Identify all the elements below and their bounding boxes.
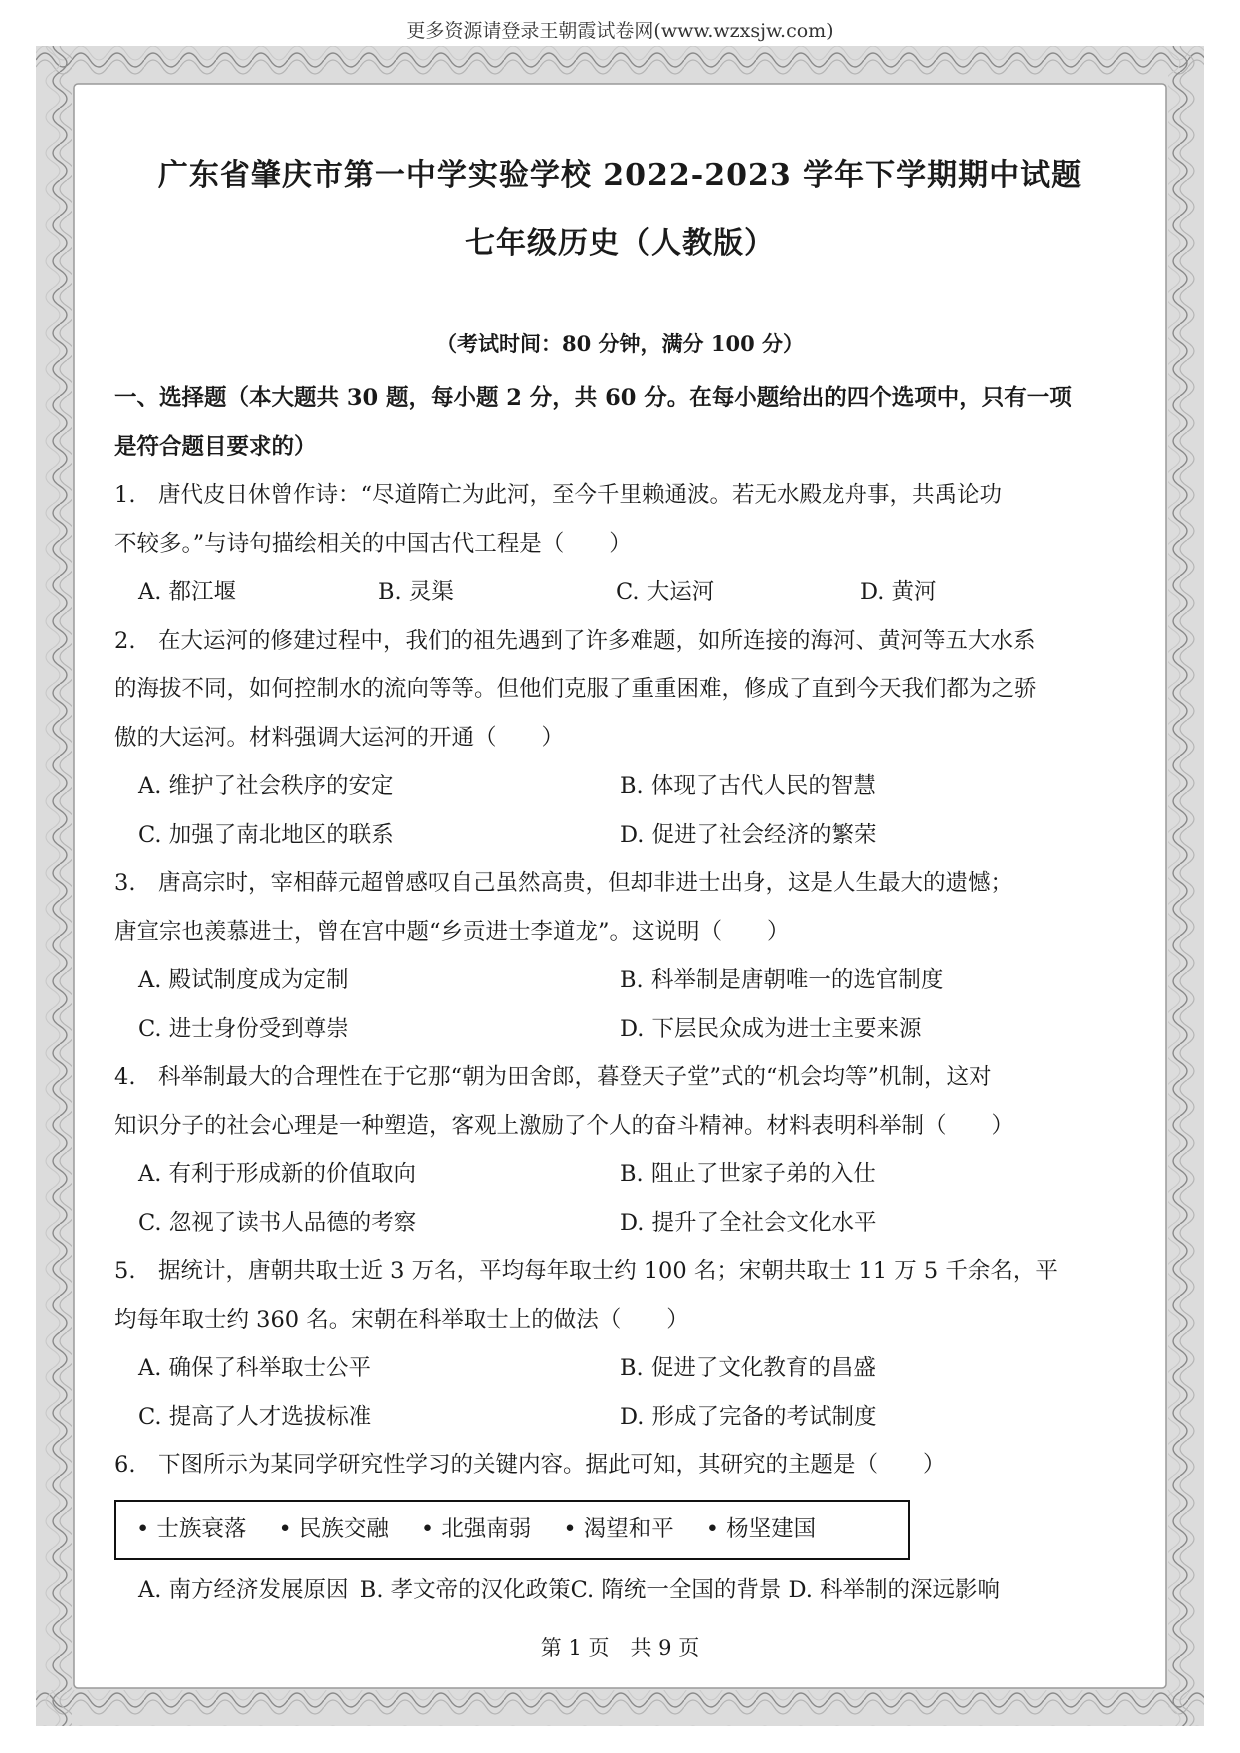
question-line: 5. 据统计，唐朝共取士近 3 万名，平均每年取士约 100 名；宋朝共取士 11 万 5 千余名，平 bbox=[114, 1258, 1058, 1284]
watermark: 更多资源请登录王朝霞试卷网(www.wzxsjw.com) bbox=[406, 20, 834, 42]
options bbox=[114, 762, 1129, 859]
option-a: A. 殿试制度成为定制 bbox=[138, 967, 349, 993]
question-line: 4. 科举制最大的合理性在于它那“朝为田舍郎，暮登天子堂”式的“机会均等”机制，这对 bbox=[114, 1064, 992, 1090]
question-5 bbox=[114, 1247, 1129, 1441]
option-b: B. 阻止了世家子弟的入仕 bbox=[620, 1161, 876, 1187]
options bbox=[114, 1344, 1129, 1441]
option-c: C. 忽视了读书人品德的考察 bbox=[138, 1209, 417, 1236]
question-line: 不较多。”与诗句描绘相关的中国古代工程是（ ） bbox=[114, 530, 632, 557]
keyword: • 北强南弱 bbox=[420, 1516, 532, 1543]
question-3 bbox=[114, 859, 1129, 1053]
keyword: • 民族交融 bbox=[278, 1516, 389, 1543]
question-line: 傲的大运河。材料强调大运河的开通（ ） bbox=[114, 724, 565, 751]
section-heading-line: 是符合题目要求的） bbox=[114, 433, 317, 460]
page-number: 第 1 页 共 9 页 bbox=[540, 1636, 700, 1660]
option-d: D. 黄河 bbox=[860, 579, 937, 605]
question-line: 1. 唐代皮日休曾作诗：“尽道隋亡为此河，至今千里赖通波。若无水殿龙舟事，共禹论功 bbox=[114, 482, 1002, 508]
keyword: • 士族衰落 bbox=[136, 1516, 247, 1543]
question-line: 均每年取士约 360 名。宋朝在科举取士上的做法（ ） bbox=[114, 1306, 689, 1333]
keyword: • 杨坚建国 bbox=[705, 1516, 817, 1543]
options bbox=[114, 1150, 1129, 1247]
option-b: B. 科举制是唐朝唯一的选官制度 bbox=[620, 967, 944, 993]
section-heading-line: 一、选择题（本大题共 30 题，每小题 2 分，共 60 分。在每小题给出的四个选项中，只有一项 bbox=[114, 385, 1072, 411]
question-line: 唐宣宗也羡慕进士，曾在宫中题“乡贡进士李道龙”。这说明（ ） bbox=[114, 918, 790, 945]
option-a: A. 有利于形成新的价值取向 bbox=[138, 1161, 417, 1187]
question-line: 知识分子的社会心理是一种塑造，客观上激励了个人的奋斗精神。材料表明科举制（ ） bbox=[114, 1112, 1015, 1139]
exam-info: （考试时间：80 分钟，满分 100 分） bbox=[436, 331, 804, 356]
question-2 bbox=[114, 617, 1129, 860]
option-d: D. 促进了社会经济的繁荣 bbox=[620, 821, 877, 848]
section-heading bbox=[114, 374, 1129, 471]
question-6 bbox=[114, 1441, 1129, 1614]
options: A. 南方经济发展原因 B. 孝文帝的汉化政策C. 隋统一全国的背景 D. 科举制的深远影响 bbox=[138, 1576, 1001, 1603]
option-c: C. 大运河 bbox=[616, 579, 715, 605]
option-d: D. 提升了全社会文化水平 bbox=[620, 1209, 877, 1236]
option-b: B. 体现了古代人民的智慧 bbox=[620, 773, 876, 799]
question-line: 2. 在大运河的修建过程中，我们的祖先遇到了许多难题，如所连接的海河、黄河等五大水系 bbox=[114, 627, 1036, 654]
options bbox=[114, 956, 1129, 1053]
option-d: D. 形成了完备的考试制度 bbox=[620, 1403, 877, 1430]
question-line: 3. 唐高宗时，宰相薛元超曾感叹自己虽然高贵，但却非进士出身，这是人生最大的遗憾； bbox=[114, 870, 1013, 896]
question-line: 的海拔不同，如何控制水的流向等等。但他们克服了重重困难，修成了直到今天我们都为之骄 bbox=[114, 676, 1037, 702]
option-c: C. 加强了南北地区的联系 bbox=[138, 821, 394, 848]
document-title: 广东省肇庆市第一中学实验学校 2022-2023 学年下学期期中试题 bbox=[157, 158, 1083, 193]
options bbox=[114, 568, 1129, 617]
option-a: A. 都江堰 bbox=[138, 579, 237, 605]
question-1 bbox=[114, 471, 1129, 617]
option-c: C. 提高了人才选拔标准 bbox=[138, 1403, 372, 1430]
keyword: • 渴望和平 bbox=[563, 1516, 674, 1543]
option-c: C. 进士身份受到尊崇 bbox=[138, 1015, 349, 1042]
option-b: B. 灵渠 bbox=[378, 579, 454, 605]
document-subtitle: 七年级历史（人教版） bbox=[465, 226, 775, 261]
option-a: A. 确保了科举取士公平 bbox=[138, 1355, 372, 1381]
keyword-box bbox=[114, 1500, 910, 1560]
question-line: 6. 下图所示为某同学研究性学习的关键内容。据此可知，其研究的主题是（ ） bbox=[114, 1452, 946, 1478]
question-4 bbox=[114, 1053, 1129, 1247]
option-b: B. 促进了文化教育的昌盛 bbox=[620, 1355, 876, 1381]
option-d: D. 下层民众成为进士主要来源 bbox=[620, 1015, 922, 1042]
option-a: A. 维护了社会秩序的安定 bbox=[138, 773, 394, 799]
question-content bbox=[114, 374, 1129, 1614]
